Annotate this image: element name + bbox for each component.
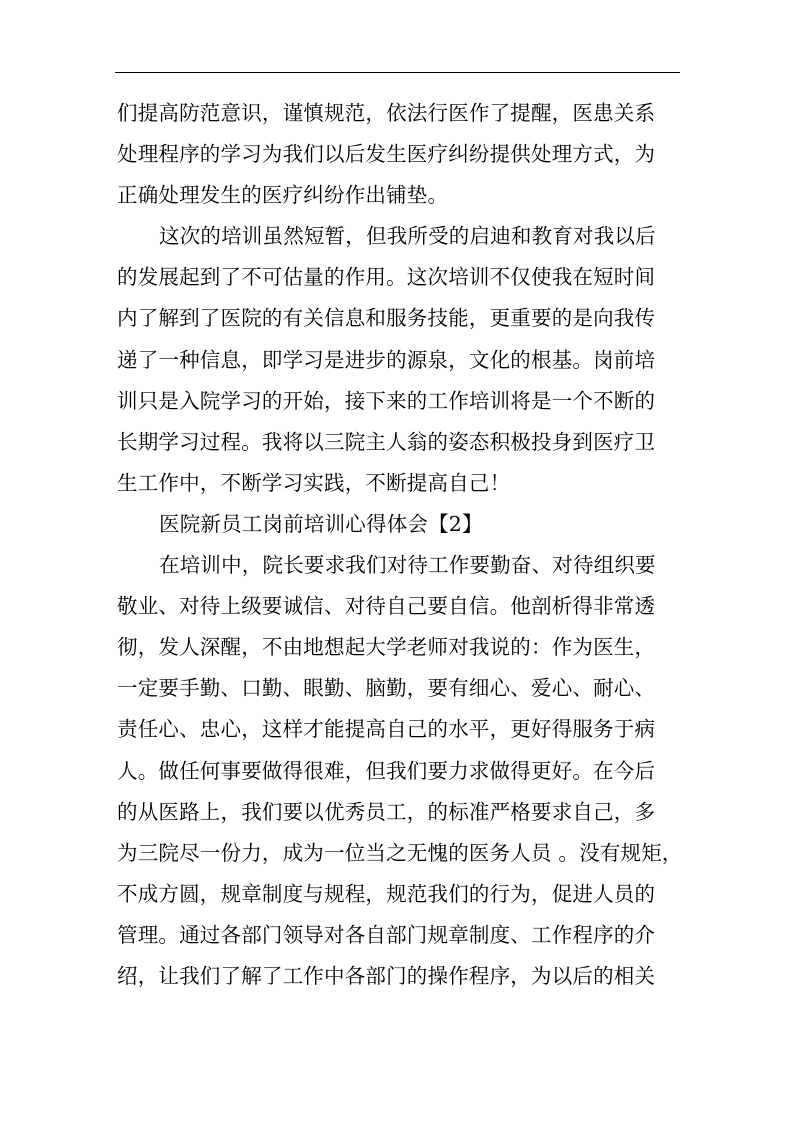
text-line: 不成方圆，规章制度与规程，规范我们的行为，促进人员的 (117, 881, 656, 906)
section-heading: 医院新员工岗前培训心得体会【2】 (159, 511, 483, 536)
text-line: 递了一种信息，即学习是进步的源泉，文化的根基。岗前培 (117, 347, 656, 372)
text-line: 的发展起到了不可估量的作用。这次培训不仅使我在短时间 (117, 265, 656, 290)
paragraph-start: 在培训中，院长要求我们对待工作要勤奋、对待组织要 (159, 553, 656, 578)
text-line: 彻，发人深醒，不由地想起大学老师对我说的：作为医生， (117, 635, 656, 660)
text-line: 管理。通过各部门领导对各自部门规章制度、工作程序的介 (117, 922, 656, 947)
text-line: 人。做任何事要做得很难，但我们要力求做得更好。在今后 (117, 758, 656, 783)
text-line: 训只是入院学习的开始，接下来的工作培训将是一个不断的 (117, 388, 656, 413)
text-line: 内了解到了医院的有关信息和服务技能，更重要的是向我传 (117, 306, 656, 331)
text-line: 责任心、忠心，这样才能提高自己的水平，更好得服务于病 (117, 717, 656, 742)
text-line: 们提高防范意识，谨慎规范，依法行医作了提醒，医患关系 (117, 101, 656, 125)
text-line: 为三院尽一份力，成为一位当之无愧的医务人员 。没有规矩， (117, 840, 683, 865)
body-text (117, 93, 682, 997)
text-line: 生工作中，不断学习实践，不断提高自己！ (117, 470, 511, 495)
paragraph-start: 这次的培训虽然短暂，但我所受的启迪和教育对我以后 (159, 224, 656, 249)
text-line: 长期学习过程。我将以三院主人翁的姿态积极投身到医疗卫 (117, 429, 656, 454)
header-rule (115, 72, 680, 73)
text-line: 正确处理发生的医疗纠纷作出铺垫。 (117, 183, 449, 208)
text-line: 绍，让我们了解了工作中各部门的操作程序，为以后的相关 (117, 963, 656, 988)
text-line: 的从医路上，我们要以优秀员工，的标准严格要求自己，多 (117, 799, 656, 824)
text-line: 一定要手勤、口勤、眼勤、脑勤，要有细心、爱心、耐心、 (117, 676, 656, 701)
text-line: 处理程序的学习为我们以后发生医疗纠纷提供处理方式，为 (117, 142, 656, 167)
text-line: 敬业、对待上级要诚信、对待自己要自信。他剖析得非常透 (117, 594, 656, 619)
